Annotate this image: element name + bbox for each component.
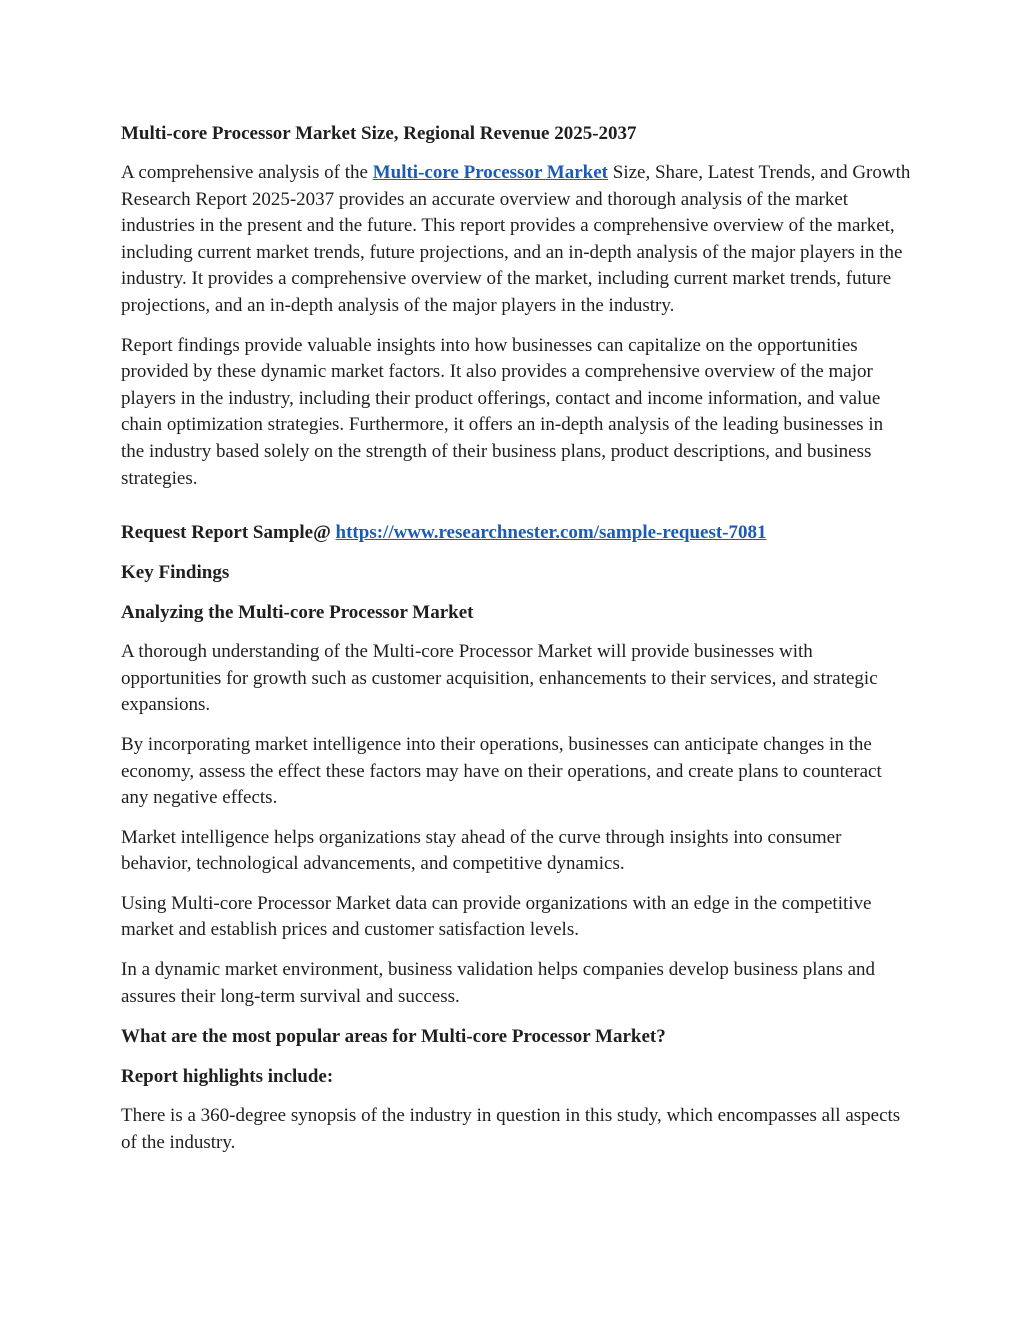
analysis-paragraph: A thorough understanding of the Multi-core Processor Market will provide businesses with opportunities for growth such as customer acquisition, enhancements to their services, and strategic expansions. (121, 641, 878, 716)
highlights-paragraph: There is a 360-degree synopsis of the industry in question in this study, which encompasses all aspects of the industry. (121, 1105, 901, 1153)
page-title: Multi-core Processor Market Size, Regional Revenue 2025-2037 (121, 123, 637, 144)
intro-prefix: A comprehensive analysis of the (121, 162, 373, 183)
key-findings-heading: Key Findings (121, 562, 230, 584)
analysis-paragraph: By incorporating market intelligence into their operations, businesses can anticipate changes in the economy, assess the effect these factors may have on their operations, and create plans to counteract any negative effects. (121, 733, 882, 809)
analyzing-heading: Analyzing the Multi-core Processor Market (121, 602, 474, 624)
analysis-paragraph: Using Multi-core Processor Market data can provide organizations with an edge in the competitive market and establish prices and customer satisfaction levels. (121, 892, 872, 941)
intro-paragraph (121, 160, 911, 320)
market-link[interactable]: Multi-core Processor Market (372, 162, 608, 183)
analysis-paragraph: In a dynamic market environment, business validation helps companies develop business plans and assures their long-term survival and success. (121, 959, 876, 1007)
intro-suffix: Size, Share, Latest Trends, and Growth Research Report 2025-2037 provides an accurate overview and thorough analysis of the market industries in the present and the future. This report provides a comprehensive overview of the market, including current market trends, future projections, and an in-depth analysis of the major players in the industry. It provides a comprehensive overview of the market, including current market trends, future projections, and an in-depth analysis of the major players in the industry. (121, 162, 911, 316)
analysis-paragraph: Market intelligence helps organizations stay ahead of the curve through insights into consumer behavior, technological advancements, and competitive dynamics. (121, 826, 842, 875)
popular-areas-heading: What are the most popular areas for Multi-core Processor Market? (121, 1026, 666, 1048)
highlights-heading: Report highlights include: (121, 1066, 334, 1088)
document-page (121, 120, 911, 1156)
sample-request-link[interactable]: https://www.researchnester.com/sample-request-7081 (335, 522, 767, 544)
findings-paragraph: Report findings provide valuable insights into how businesses can capitalize on the opportunities provided by these dynamic market factors. It also provides a comprehensive overview of the major players in the industry, including their product offerings, contact and income information, and value chain optimization strategies. Furthermore, it offers an in-depth analysis of the leading businesses in the industry based solely on the strength of their business plans, product descriptions, and business strategies. (121, 334, 884, 489)
sample-request-line (121, 519, 911, 546)
sample-request-label: Request Report Sample@ (121, 522, 336, 544)
